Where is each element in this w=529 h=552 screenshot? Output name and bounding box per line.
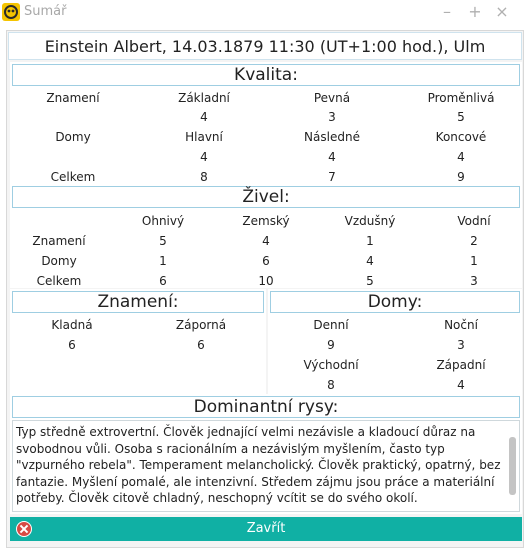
znameni-title: Znamení: bbox=[12, 291, 264, 313]
domy-col-zapadni: Západní bbox=[436, 358, 486, 372]
zivel-znameni-vzdusny: 1 bbox=[366, 234, 374, 248]
kvalita-domy-nasledne: 4 bbox=[328, 150, 336, 164]
dominant-traits-textbox[interactable] bbox=[12, 420, 520, 512]
zivel-row-znameni-label: Znamení bbox=[32, 234, 86, 248]
zivel-celkem-vodni: 3 bbox=[470, 274, 478, 288]
kvalita-celkem-2: 7 bbox=[328, 170, 336, 184]
zivel-title: Živel: bbox=[12, 186, 520, 208]
znameni-col-kladna: Kladná bbox=[51, 318, 93, 332]
kvalita-row-domy-label: Domy bbox=[55, 130, 91, 144]
znameni-zaporna-value: 6 bbox=[197, 338, 205, 352]
kvalita-col-zakladni: Základní bbox=[178, 91, 230, 105]
kvalita-znameni-zakladni: 4 bbox=[200, 110, 208, 124]
app-icon bbox=[2, 3, 20, 21]
title-bar bbox=[0, 0, 529, 26]
person-info: Einstein Albert, 14.03.1879 11:30 (UT+1:00 hod.), Ulm bbox=[44, 37, 486, 56]
domy-zapadni-value: 4 bbox=[457, 378, 465, 392]
person-header bbox=[8, 32, 522, 60]
zivel-col-zemsky: Zemský bbox=[242, 214, 290, 228]
dominantni-title: Dominantní rysy: bbox=[12, 396, 520, 418]
zivel-col-vodni: Vodní bbox=[457, 214, 491, 228]
kvalita-title: Kvalita: bbox=[12, 64, 520, 86]
kvalita-row-znameni-label: Znamení bbox=[46, 91, 100, 105]
window-close-button[interactable]: × bbox=[495, 2, 509, 21]
zivel-znameni-zemsky: 4 bbox=[262, 234, 270, 248]
zivel-col-ohnivy: Ohnivý bbox=[141, 214, 185, 228]
znameni-kladna-value: 6 bbox=[68, 338, 76, 352]
kvalita-celkem-1: 8 bbox=[200, 170, 208, 184]
zivel-domy-ohnivy: 1 bbox=[159, 254, 167, 268]
zivel-row-celkem-label: Celkem bbox=[36, 274, 82, 288]
zivel-celkem-ohnivy: 6 bbox=[159, 274, 167, 288]
window-title: Sumář bbox=[24, 4, 67, 19]
kvalita-col-hlavni: Hlavní bbox=[185, 130, 223, 144]
kvalita-znameni-pevna: 3 bbox=[328, 110, 336, 124]
kvalita-col-koncove: Koncové bbox=[435, 130, 487, 144]
kvalita-celkem-3: 9 bbox=[457, 170, 465, 184]
zivel-row-domy-label: Domy bbox=[41, 254, 77, 268]
kvalita-domy-koncove: 4 bbox=[457, 150, 465, 164]
domy-title: Domy: bbox=[270, 291, 520, 313]
zivel-znameni-vodni: 2 bbox=[470, 234, 478, 248]
kvalita-col-pevna: Pevná bbox=[313, 91, 351, 105]
domy-nocni-value: 3 bbox=[457, 338, 465, 352]
kvalita-znameni-promenliva: 5 bbox=[457, 110, 465, 124]
domy-denni-value: 9 bbox=[327, 338, 335, 352]
zivel-domy-vodni: 1 bbox=[470, 254, 478, 268]
close-button-label: Zavřít bbox=[246, 521, 286, 536]
domy-vychodni-value: 8 bbox=[327, 378, 335, 392]
znameni-col-zaporna: Záporná bbox=[175, 318, 227, 332]
maximize-button[interactable]: + bbox=[468, 2, 482, 21]
domy-col-nocni: Noční bbox=[444, 318, 478, 332]
zivel-col-vzdusny: Vzdušný bbox=[344, 214, 396, 228]
minimize-button[interactable]: – bbox=[443, 2, 451, 21]
kvalita-col-promenliva: Proměnlivá bbox=[427, 91, 495, 105]
dominant-traits-text: Typ středně extrovertní. Člověk jednající velmi nezávisle a kladoucí důraz na svobodnou vůli. Osoba s racionálním a nezávislým myšlením, často typ "vzpurného rebela". Temperament melancholický. Člověk praktický, opatrný, bez fantazie. Myšlení pomalé, ale intenzivní. Středem zájmu jsou práce a materiální potřeby. Člověk citově chladný, neschopný vcítit se do svého okolí. bbox=[16, 425, 501, 506]
kvalita-row-celkem-label: Celkem bbox=[50, 170, 96, 184]
domy-col-denni: Denní bbox=[313, 318, 349, 332]
zivel-celkem-zemsky: 10 bbox=[258, 274, 274, 288]
kvalita-domy-hlavni: 4 bbox=[200, 150, 208, 164]
zivel-domy-zemsky: 6 bbox=[262, 254, 270, 268]
domy-col-vychodni: Východní bbox=[303, 358, 359, 372]
kvalita-col-nasledne: Následné bbox=[304, 130, 360, 144]
textbox-scrollbar[interactable] bbox=[509, 437, 516, 495]
zivel-domy-vzdusny: 4 bbox=[366, 254, 374, 268]
zivel-znameni-ohnivy: 5 bbox=[159, 234, 167, 248]
close-button[interactable] bbox=[10, 517, 522, 541]
zivel-celkem-vzdusny: 5 bbox=[366, 274, 374, 288]
